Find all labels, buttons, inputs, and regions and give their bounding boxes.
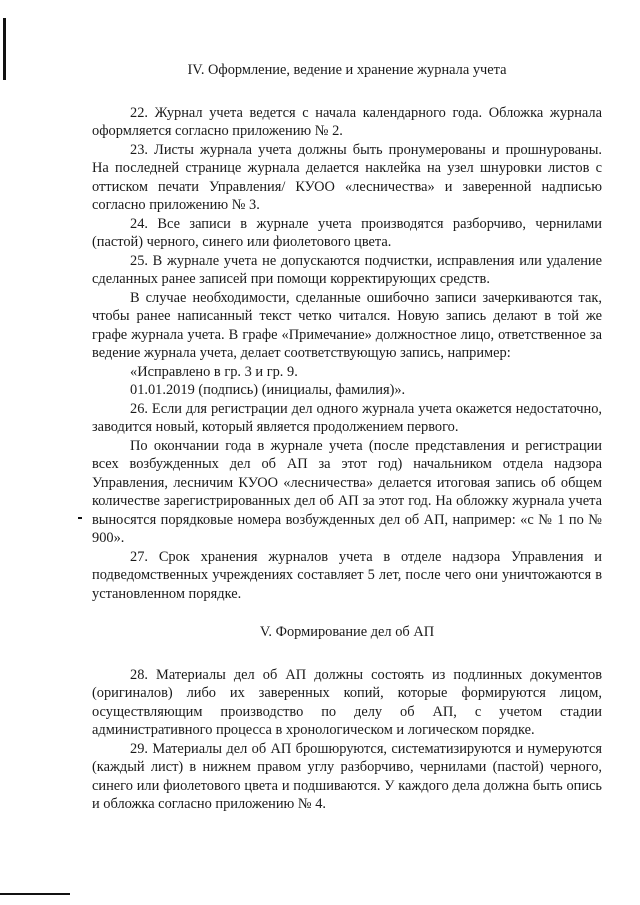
paragraph-26: 26. Если для регистрации дел одного журнала учета окажется недостаточно, заводится новый, который является продолжением первого. <box>92 400 602 435</box>
section-4-title: IV. Оформление, ведение и хранение журнала учета <box>187 62 507 78</box>
paragraph-27: 27. Срок хранения журналов учета в отделе надзора Управления и подведомственных учреждениях составляет 5 лет, после чего они уничтожаются в установленном порядке. <box>92 548 602 602</box>
paragraph-28: 28. Материалы дел об АП должны состоять из подлинных документов (оригиналов) либо их заверенных копий, которые формируются лицом, осуществляющим производство по делу об АП, с учетом стадии административного процесса в хронологическом и логическом порядке. <box>92 666 602 738</box>
paragraph-example-line-2: 01.01.2019 (подпись) (инициалы, фамилия)». <box>130 382 406 398</box>
section-5-title: V. Формирование дел об АП <box>259 624 435 640</box>
paragraph-23: 23. Листы журнала учета должны быть пронумерованы и прошнурованы. На последней странице журнала делается наклейка на узел шнуровки листов с оттиском печати Управления/ КУОО «лесничества» и заверенной надписью согласно приложению № 3. <box>92 141 602 213</box>
paragraph-29: 29. Материалы дел об АП брошюруются, систематизируются и нумеруются (каждый лист) в нижнем правом углу разборчиво, чернилами (пастой) черного, синего или фиолетового цвета и подшиваются. У каждого дела должна быть опись и обложка согласно приложению № 4. <box>92 740 602 812</box>
paragraph-25: 25. В журнале учета не допускаются подчистки, исправления или удаление сделанных ранее записей при помощи корректирующих средств. <box>92 252 602 287</box>
paragraph-22: 22. Журнал учета ведется с начала календарного года. Обложка журнала оформляется согласно приложению № 2. <box>92 104 602 139</box>
scan-edge-mark-bottom <box>0 893 70 895</box>
scan-edge-mark-top <box>3 18 6 80</box>
paragraph-correction-rules: В случае необходимости, сделанные ошибочно записи зачеркиваются так, чтобы ранее написанный текст четко читался. Новую запись делают в той же графе журнала учета. В графе «Примечание» должностное лицо, ответственное за ведение журнала учета, делает соответствующую запись, например: <box>92 289 602 361</box>
paragraph-24: 24. Все записи в журнале учета производятся разборчиво, чернилами (пастой) черного, синего или фиолетового цвета. <box>92 215 602 250</box>
document-page <box>92 61 602 814</box>
scan-dot <box>78 517 82 519</box>
paragraph-year-end-record: По окончании года в журнале учета (после представления и регистрации всех возбужденных дел об АП за этот год) начальником отдела надзора Управления, лесничим КУОО «лесничества» делается итоговая запись об общем количестве зарегистрированных дел об АП за этот год. На обложку журнала учета выносятся порядковые номера возбужденных дел об АП, например: «с № 1 по № 900». <box>92 437 602 546</box>
paragraph-example-line-1: «Исправлено в гр. 3 и гр. 9. <box>130 363 298 380</box>
